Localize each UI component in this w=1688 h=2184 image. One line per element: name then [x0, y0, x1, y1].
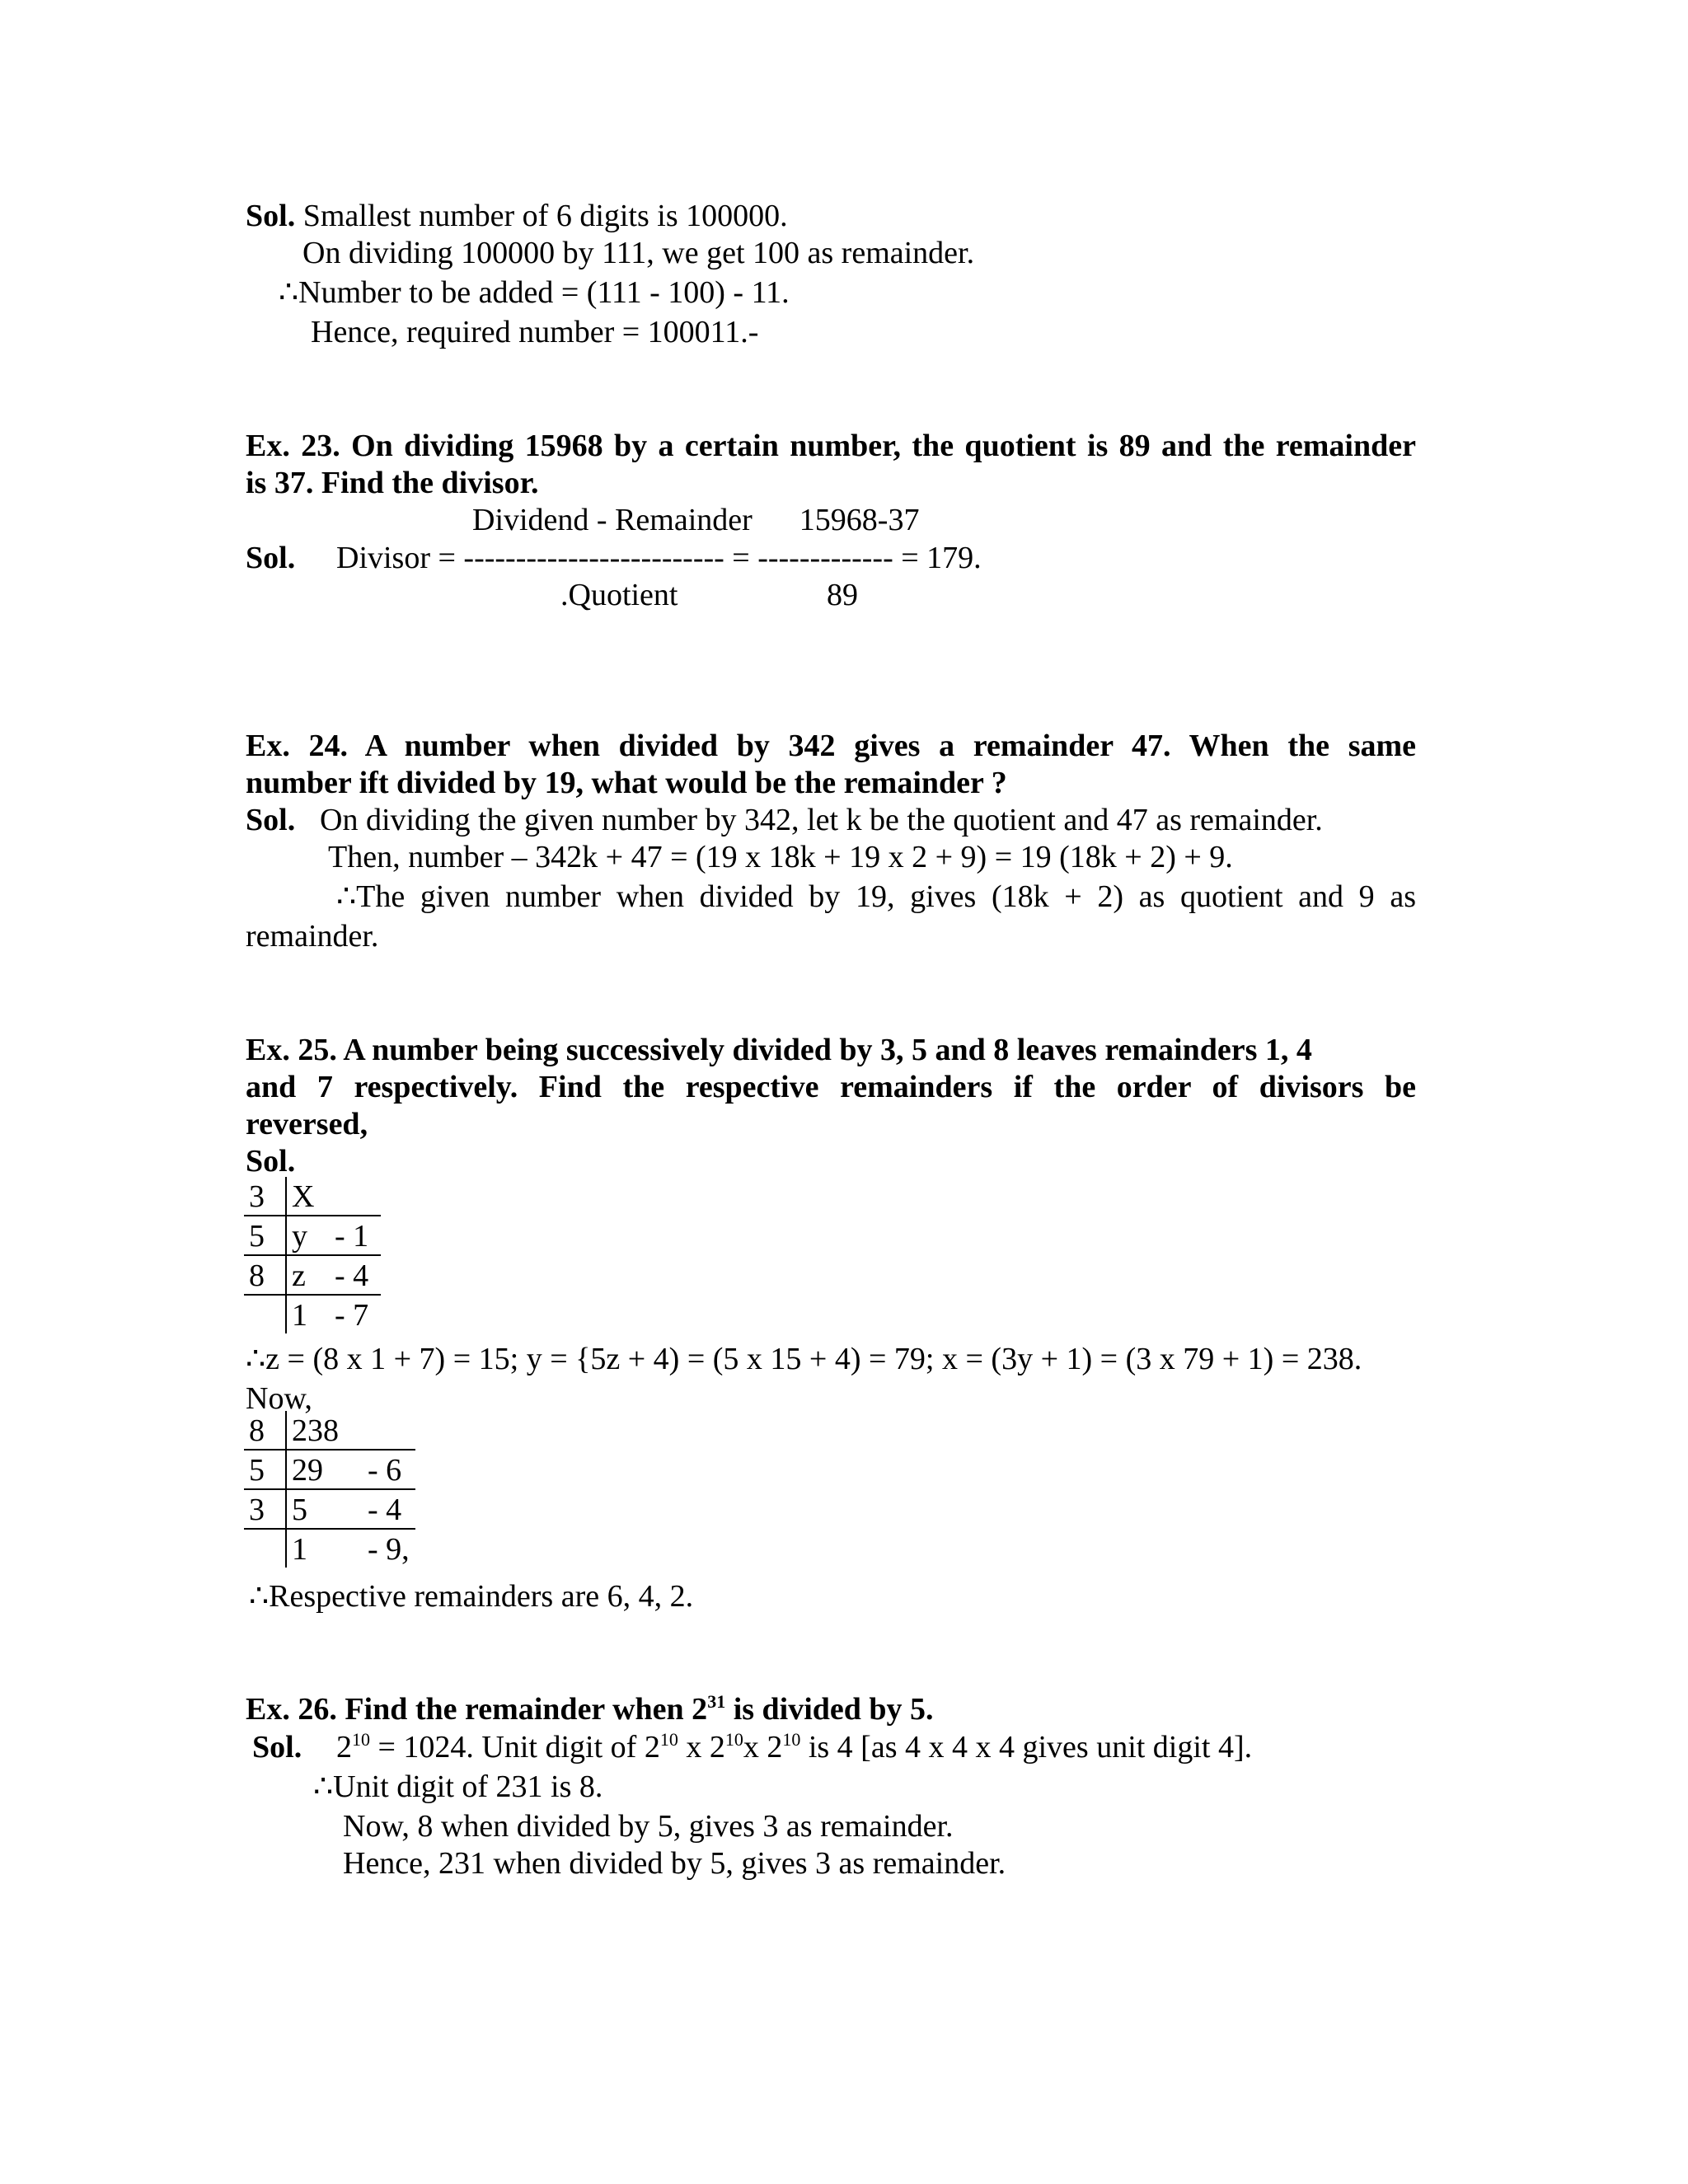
ex23-divisor-line: Divisor = ------------------------- = ------------- = 179. [336, 541, 982, 575]
remainder-cell [363, 1411, 415, 1450]
ex24-sol-line4: remainder. [246, 919, 379, 954]
divisor-cell: 3 [244, 1177, 286, 1216]
ex22-sol-line3: ∴Number to be added = (111 - 100) - 11. [279, 275, 790, 310]
sol-label: Sol. [246, 199, 296, 233]
division-table-2 [244, 1411, 415, 1568]
table-row [244, 1489, 415, 1529]
ex25-calc-line: ∴z = (8 x 1 + 7) = 15; y = {5z + 4) = (5 x 15 + 4) = 79; x = (3y + 1) = (3 x 79 + 1) = 238. [246, 1342, 1362, 1376]
ex26-sol-line3: Now, 8 when divided by 5, gives 3 as remainder. [343, 1809, 954, 1844]
ex25-now: Now, [246, 1381, 312, 1416]
ex22-sol-line1: Sol. Smallest number of 6 digits is 100000. [246, 199, 788, 233]
ex26-sol-line4: Hence, 231 when divided by 5, gives 3 as remainder. [343, 1846, 1006, 1881]
ex25-question-line1: Ex. 25. A number being successively divided by 3, 5 and 8 leaves remainders 1, 4 [246, 1033, 1312, 1067]
table-row [244, 1411, 415, 1450]
remainder-cell: - 6 [363, 1450, 415, 1489]
table-row [244, 1295, 381, 1333]
ex23-numerators: Dividend - Remainder 15968-37 [472, 503, 920, 537]
ex25-conclusion: ∴Respective remainders are 6, 4, 2. [249, 1579, 694, 1614]
table-row [244, 1216, 381, 1255]
divisor-cell: 8 [244, 1255, 286, 1295]
table-row [244, 1450, 415, 1489]
ex26-sol-line2: ∴Unit digit of 231 is 8. [313, 1769, 603, 1804]
ex26-sol-label: Sol. [252, 1730, 302, 1765]
remainder-cell [330, 1177, 381, 1216]
divisor-cell [244, 1295, 286, 1333]
divisor-cell: 8 [244, 1411, 286, 1450]
table-row [244, 1255, 381, 1295]
ex22-sol-line2: On dividing 100000 by 111, we get 100 as remainder. [302, 236, 975, 270]
ex24-question-line1: Ex. 24. A number when divided by 342 gives a remainder 47. When the same [246, 729, 1416, 763]
ex25-sol-label: Sol. [246, 1144, 296, 1179]
value-cell: y [286, 1216, 330, 1255]
value-cell: 1 [292, 1298, 307, 1333]
remainder-cell: - 9, [368, 1532, 410, 1568]
ex24-sol-line1: On dividing the given number by 342, let k be the quotient and 47 as remainder. [320, 803, 1323, 837]
divisor-cell [244, 1529, 286, 1568]
ex24-sol-line3: ∴The given number when divided by 19, gives (18k + 2) as quotient and 9 as [336, 879, 1416, 914]
ex23-sol-label: Sol. [246, 541, 296, 575]
value-cell: z [286, 1255, 330, 1295]
remainder-cell: - 4 [330, 1255, 381, 1295]
value-cell: X [286, 1177, 330, 1216]
ex25-question-line3: reversed, [246, 1107, 368, 1141]
ex24-sol-line2: Then, number – 342k + 47 = (19 x 18k + 19 x 2 + 9) = 19 (18k + 2) + 9. [328, 840, 1233, 874]
value-cell: 1 [292, 1532, 307, 1568]
table-row [244, 1177, 381, 1216]
value-cell: 5 [286, 1489, 363, 1529]
ex23-question-line1: Ex. 23. On dividing 15968 by a certain number, the quotient is 89 and the remainder [246, 429, 1416, 463]
ex26-sol-line1: $2^{10} = 1024$. Unit digit of $2^{10}$ x $2^{10}x$ $2^{10}$ is 4 [as 4 x 4 x 4 gives unit digit 4]. [336, 1729, 1253, 1765]
divisor-cell: 5 [244, 1216, 286, 1255]
value-cell: 238 [286, 1411, 363, 1450]
remainder-cell: - 1 [330, 1216, 381, 1255]
ex24-question-line2: number ift divided by 19, what would be the remainder ? [246, 766, 1007, 800]
division-table-1 [244, 1177, 381, 1333]
ex26-question: Ex. 26. Find the remainder when $2^{31}$ is divided by 5. [246, 1691, 934, 1727]
value-cell: 29 [286, 1450, 363, 1489]
exponent: 31 [707, 1691, 726, 1712]
divisor-cell: 3 [244, 1489, 286, 1529]
ex23-denominators: .Quotient 89 [560, 578, 858, 612]
ex24-sol-label: Sol. [246, 803, 296, 837]
remainder-cell: - 4 [363, 1489, 415, 1529]
ex22-sol-line4: Hence, required number = 100011.- [311, 315, 759, 349]
divisor-cell: 5 [244, 1450, 286, 1489]
remainder-cell: - 7 [335, 1298, 369, 1333]
ex23-question-line2: is 37. Find the divisor. [246, 466, 539, 500]
ex25-question-line2: and 7 respectively. Find the respective remainders if the order of divisors be [246, 1070, 1416, 1104]
table-row [244, 1529, 415, 1568]
